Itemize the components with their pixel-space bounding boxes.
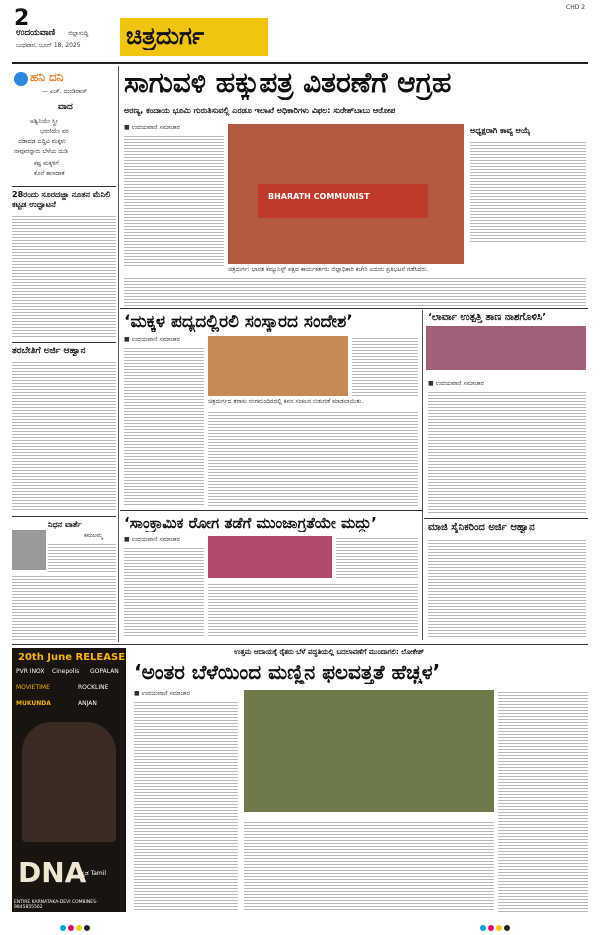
section-rule	[12, 644, 588, 645]
lead-photo-banner-text: BHARATH COMMUNIST	[268, 192, 370, 201]
disease-body	[208, 582, 418, 638]
lead-byline: ■ ಉದಯವಾಣಿ ಸಮಾಚಾರ	[124, 124, 180, 131]
obituary-body	[48, 542, 116, 576]
section-rule	[120, 510, 422, 511]
children-body	[124, 346, 204, 506]
bottom-photo	[244, 690, 494, 812]
disease-body	[124, 546, 204, 638]
section-label: ಜಿಲ್ಲಾಸುದ್ದಿ	[68, 30, 89, 37]
ad-theatre: Cinepolis	[52, 668, 80, 675]
header-rule	[12, 62, 588, 64]
children-byline: ■ ಉದಯವಾಣಿ ಸಮಾಚಾರ	[124, 336, 180, 343]
bottom-body	[244, 820, 494, 912]
larva-headline: ‘ಲಾರ್ವಾ ಉತ್ಪತ್ತಿ ತಾಣ ನಾಶಗೊಳಿಸಿ’	[428, 312, 547, 323]
story2-body	[12, 360, 116, 512]
ad-release-date: 20th June RELEASE	[18, 652, 126, 663]
children-photo	[208, 336, 348, 396]
issue-date: ಬುಧವಾರ, ಜೂನ್‌ 18, 2025	[16, 42, 81, 49]
page-number: 2	[14, 6, 30, 31]
obituary-body	[12, 574, 116, 640]
lead-subheadline: ಅರಣ್ಯ, ಕಂದಾಯ ಭೂಮಿ ಗುರುತಿಸುವಲ್ಲಿ ಎರಡೂ ಇಲಾಖೆ ಅಧಿಕಾರಿಗಳು ವಿಫಲ: ಸುರೇಶ್‌ಬಾಬು ಆರೋಪ	[124, 106, 396, 115]
ad-theatre: ROCKLINE	[78, 684, 109, 691]
lead-photo-caption: ಚಿತ್ರದುರ್ಗ: ಭಾರತ ಕಮ್ಯುನಿಸ್ಟ್ ಪಕ್ಷದ ಕಾರ್ಯಕರ್ತರು ಜಿಲ್ಲಾಧಿಕಾರಿ ಕಚೇರಿ ಎದುರು ಪ್ರತಿಭಟನೆ ನಡೆಸಿದರು.	[228, 266, 429, 273]
hani-dani-author: — ಎಚ್‌. ದುಂಡಿರಾಜ್‌	[42, 88, 88, 95]
district-name: ಚಿತ್ರದುರ್ಗ	[126, 22, 205, 50]
obituary-name: ಕಮಲಮ್ಮ	[84, 532, 103, 539]
disease-headline: ‘ಸಾಂಕ್ರಾಮಿಕ ರೋಗ ತಡೆಗೆ ಮುಂಜಾಗ್ರತೆಯೇ ಮದ್ದು’	[124, 514, 377, 532]
story1-headline: 28ರಂದು ಸೂರದಜ್ಜಾ ನೂತನ ಮೆನಿಲಿ ಕಟ್ಟಡ ಉದ್ಘಾಟನೆ	[12, 190, 111, 209]
larva-photo	[426, 326, 586, 370]
hani-dani-title: ಹನಿ ದನಿ	[30, 70, 64, 84]
children-body-right	[352, 336, 418, 396]
registration-marks	[480, 916, 512, 935]
bottom-headline: ‘ಅಂತರ ಬೆಳೆಯಿಂದ ಮಣ್ಣಿನ ಫಲವತ್ತತೆ ಹೆಚ್ಚಳ’	[134, 660, 441, 684]
column-rule	[422, 310, 423, 640]
left-rule	[12, 516, 116, 517]
poem-line: ಕೊನೆ ಕಾಣದಾತ	[34, 170, 65, 177]
section-rule	[120, 308, 588, 309]
hani-dani-box	[12, 66, 116, 184]
bottom-body	[134, 700, 238, 912]
brand-name: ಉದಯವಾಣಿ	[16, 28, 56, 38]
registration-marks	[60, 916, 92, 935]
disease-body-right	[336, 536, 418, 578]
movie-ad[interactable]	[12, 648, 126, 912]
bottom-body-right	[498, 690, 588, 912]
edition-code: CHD 2	[566, 4, 586, 11]
poem-line: ಭರಣಿಯೇ ವರ	[40, 128, 69, 135]
lead-sidebar-title: ಅಧ್ಯಕ್ಷರಾಗಿ ಕಾವ್ಯ ಆಯ್ಕೆ	[470, 126, 531, 135]
left-rule	[12, 342, 116, 343]
lead-photo-banner	[258, 184, 428, 218]
poem-title: ವಾದ	[58, 102, 73, 112]
poem-line: ನಾವೂರನ್ನಾರು ಬೆಳೆಯ ದುಡಿ	[14, 148, 68, 155]
larva-body	[428, 390, 586, 514]
lead-headline: ಸಾಗುವಳಿ ಹಕ್ಕುಪತ್ರ ವಿತರಣೆಗೆ ಆಗ್ರಹ	[124, 66, 452, 99]
ad-poster-image	[22, 722, 116, 842]
ad-theatre: MUKUNDA	[16, 700, 51, 707]
ad-theatre: PVR INOX	[16, 668, 45, 675]
disease-photo	[208, 536, 332, 578]
bottom-byline: ■ ಉದಯವಾಣಿ ಸಮಾಚಾರ	[134, 690, 190, 697]
children-headline: ‘ಮಕ್ಕಳ ಪದ್ಯದಲ್ಲಿರಲಿ ಸಂಸ್ಕಾರದ ಸಂದೇಶ’	[124, 312, 353, 332]
obituary-headline: ನಿಧನ ವಾರ್ತೆ	[48, 520, 82, 529]
lead-body	[124, 134, 224, 266]
ad-theatre: MOVIETIME	[16, 684, 50, 691]
children-body	[208, 410, 418, 506]
poem-line: ದಡಾದಡ ಬಿದ್ದಿವಿ ಮಕ್ಕಳು	[18, 138, 66, 145]
exsoldier-body	[428, 538, 586, 638]
ad-theatre: ANJAN	[78, 700, 97, 707]
poem-line: ಅಶ್ವಿನಿಯೇ ಸ್ತ್ರೀ	[30, 118, 58, 125]
bottom-kicker: ಉತ್ತಮ ಆದಾಯಕ್ಕೆ ರೈತರು ಬೆಳೆ ಪದ್ಧತಿಯಲ್ಲಿ ಬದಲಾವಣೆಗೆ ಮುಂದಾಗಲಿ: ಲೋಕೇಶ್‌	[234, 648, 425, 656]
disease-byline: ■ ಉದಯವಾಣಿ ಸಮಾಚಾರ	[124, 536, 180, 543]
lead-sidebar-body	[470, 140, 586, 244]
column-rule	[118, 66, 119, 642]
obituary-photo	[12, 530, 46, 570]
left-rule	[12, 186, 116, 187]
larva-byline: ■ ಉದಯವಾಣಿ ಸಮಾಚಾರ	[428, 380, 484, 387]
story1-body	[12, 214, 116, 338]
ad-language: ಕನ್ನಡ Tamil	[78, 870, 107, 877]
section-rule	[424, 518, 588, 519]
hani-dani-logo-icon	[14, 72, 28, 86]
lead-photo	[228, 124, 464, 264]
ad-footer: ENTIRE KARNATAKA-DEVI COMBINES-9845855562	[14, 900, 98, 910]
ad-movie-title: DNA	[18, 856, 87, 889]
lead-body-lower	[124, 276, 586, 306]
children-caption: ಚಿತ್ರದುರ್ಗದ ತರಾಸು ರಂಗಮಂದಿರದಲ್ಲಿ ಕವನ ಸಂಕಲನ ಬಿಡುಗಡೆ ಮಾಡಲಾಯಿತು.	[208, 398, 364, 405]
exsoldier-headline: ಮಾಜಿ ಸೈನಿಕರಿಂದ ಅರ್ಜಿ ಆಹ್ವಾನ	[428, 522, 535, 533]
story2-headline: ತರಬೇತಿಗೆ ಅರ್ಜಿ ಆಹ್ವಾನ	[12, 346, 86, 356]
ad-theatre: GOPALAN	[90, 668, 119, 675]
poem-line: ಕಷ್ಟ ಮಕ್ಕಳಿಗೆ	[34, 160, 59, 167]
